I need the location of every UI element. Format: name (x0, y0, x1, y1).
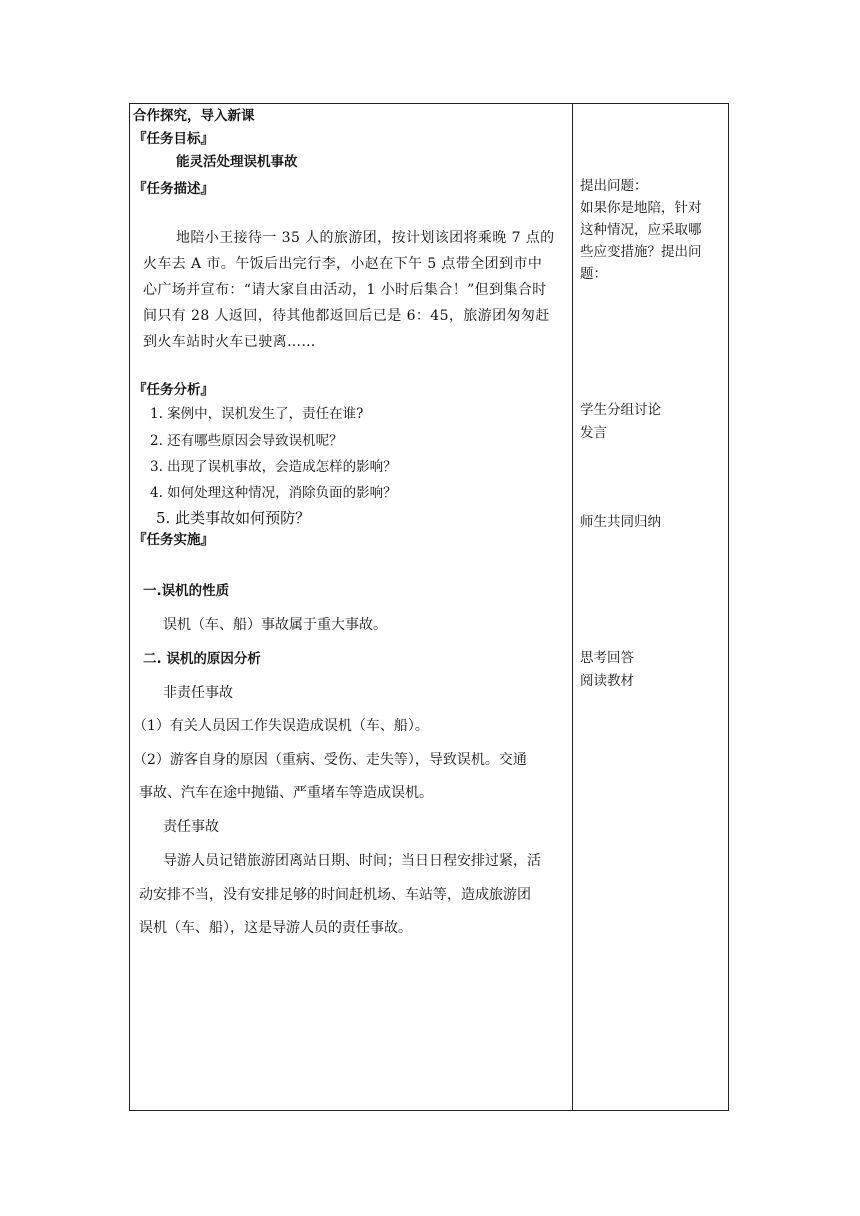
goal-text: 能灵活处理误机事故 (176, 154, 298, 170)
discuss-line: 发言 (580, 425, 607, 441)
column-divider (572, 104, 573, 1110)
resp-text: 动安排不当，没有安排足够的时间赶机场、车站等，造成旅游团 (139, 887, 531, 903)
sec1-text: 误机（车、船）事故属于重大事故。 (163, 617, 387, 633)
question-line: 题： (580, 266, 607, 282)
sec2-title: 二. 误机的原因分析 (143, 651, 261, 667)
desc-line: 心广场并宣布：“请大家自由活动，1 小时后集合！”但到集合时 (143, 282, 547, 298)
question-line: 些应变措施？提出问 (580, 244, 702, 260)
section-heading: 合作探究，导入新课 (133, 108, 255, 124)
analysis-item: 1. 案例中，误机发生了，责任在谁? (150, 406, 364, 422)
desc-line: 间只有 28 人返回，待其他都返回后已是 6：45，旅游团匆匆赶 (143, 308, 550, 324)
think-line: 阅读教材 (580, 673, 634, 689)
non-resp-title: 非责任事故 (163, 685, 233, 701)
resp-text: 误机（车、船），这是导游人员的责任事故。 (139, 920, 412, 936)
desc-line: 地陪小王接待一 35 人的旅游团，按计划该团将乘晚 7 点的 (176, 230, 555, 246)
impl-title: 『任务实施』 (133, 532, 214, 548)
analysis-item: 2. 还有哪些原因会导致误机呢？ (150, 433, 343, 449)
question-line: 提出问题： (580, 178, 648, 194)
non-resp-item: 事故、汽车在途中抛锚、严重堵车等造成误机。 (139, 785, 433, 801)
desc-title: 『任务描述』 (133, 181, 214, 197)
lesson-table (129, 103, 729, 1111)
desc-line: 火车去 A 市。午饭后出完行李，小赵在下午 5 点带全团到市中 (143, 256, 543, 272)
desc-line: 到火车站时火车已驶离…… (143, 334, 316, 350)
summary-note: 师生共同归纳 (580, 514, 661, 530)
goal-title: 『任务目标』 (133, 131, 214, 147)
resp-text: 导游人员记错旅游团离站日期、时间；当日日程安排过紧，活 (163, 853, 541, 869)
sec1-title: 一.误机的性质 (143, 583, 230, 599)
resp-title: 责任事故 (163, 819, 219, 835)
question-line: 这种情况，应采取哪 (580, 222, 702, 238)
analysis-title: 『任务分析』 (133, 382, 214, 398)
analysis-item: 5. 此类事故如何预防？ (156, 509, 311, 527)
non-resp-item: （2）游客自身的原因（重病、受伤、走失等），导致误机。交通 (133, 752, 527, 768)
analysis-item: 3. 出现了误机事故，会造成怎样的影响？ (150, 459, 397, 475)
analysis-item: 4. 如何处理这种情况，消除负面的影响？ (150, 485, 397, 501)
question-line: 如果你是地陪，针对 (580, 200, 702, 216)
non-resp-item: （1）有关人员因工作失误造成误机（车、船）。 (133, 718, 429, 734)
discuss-line: 学生分组讨论 (580, 402, 661, 418)
think-line: 思考回答 (580, 650, 634, 666)
